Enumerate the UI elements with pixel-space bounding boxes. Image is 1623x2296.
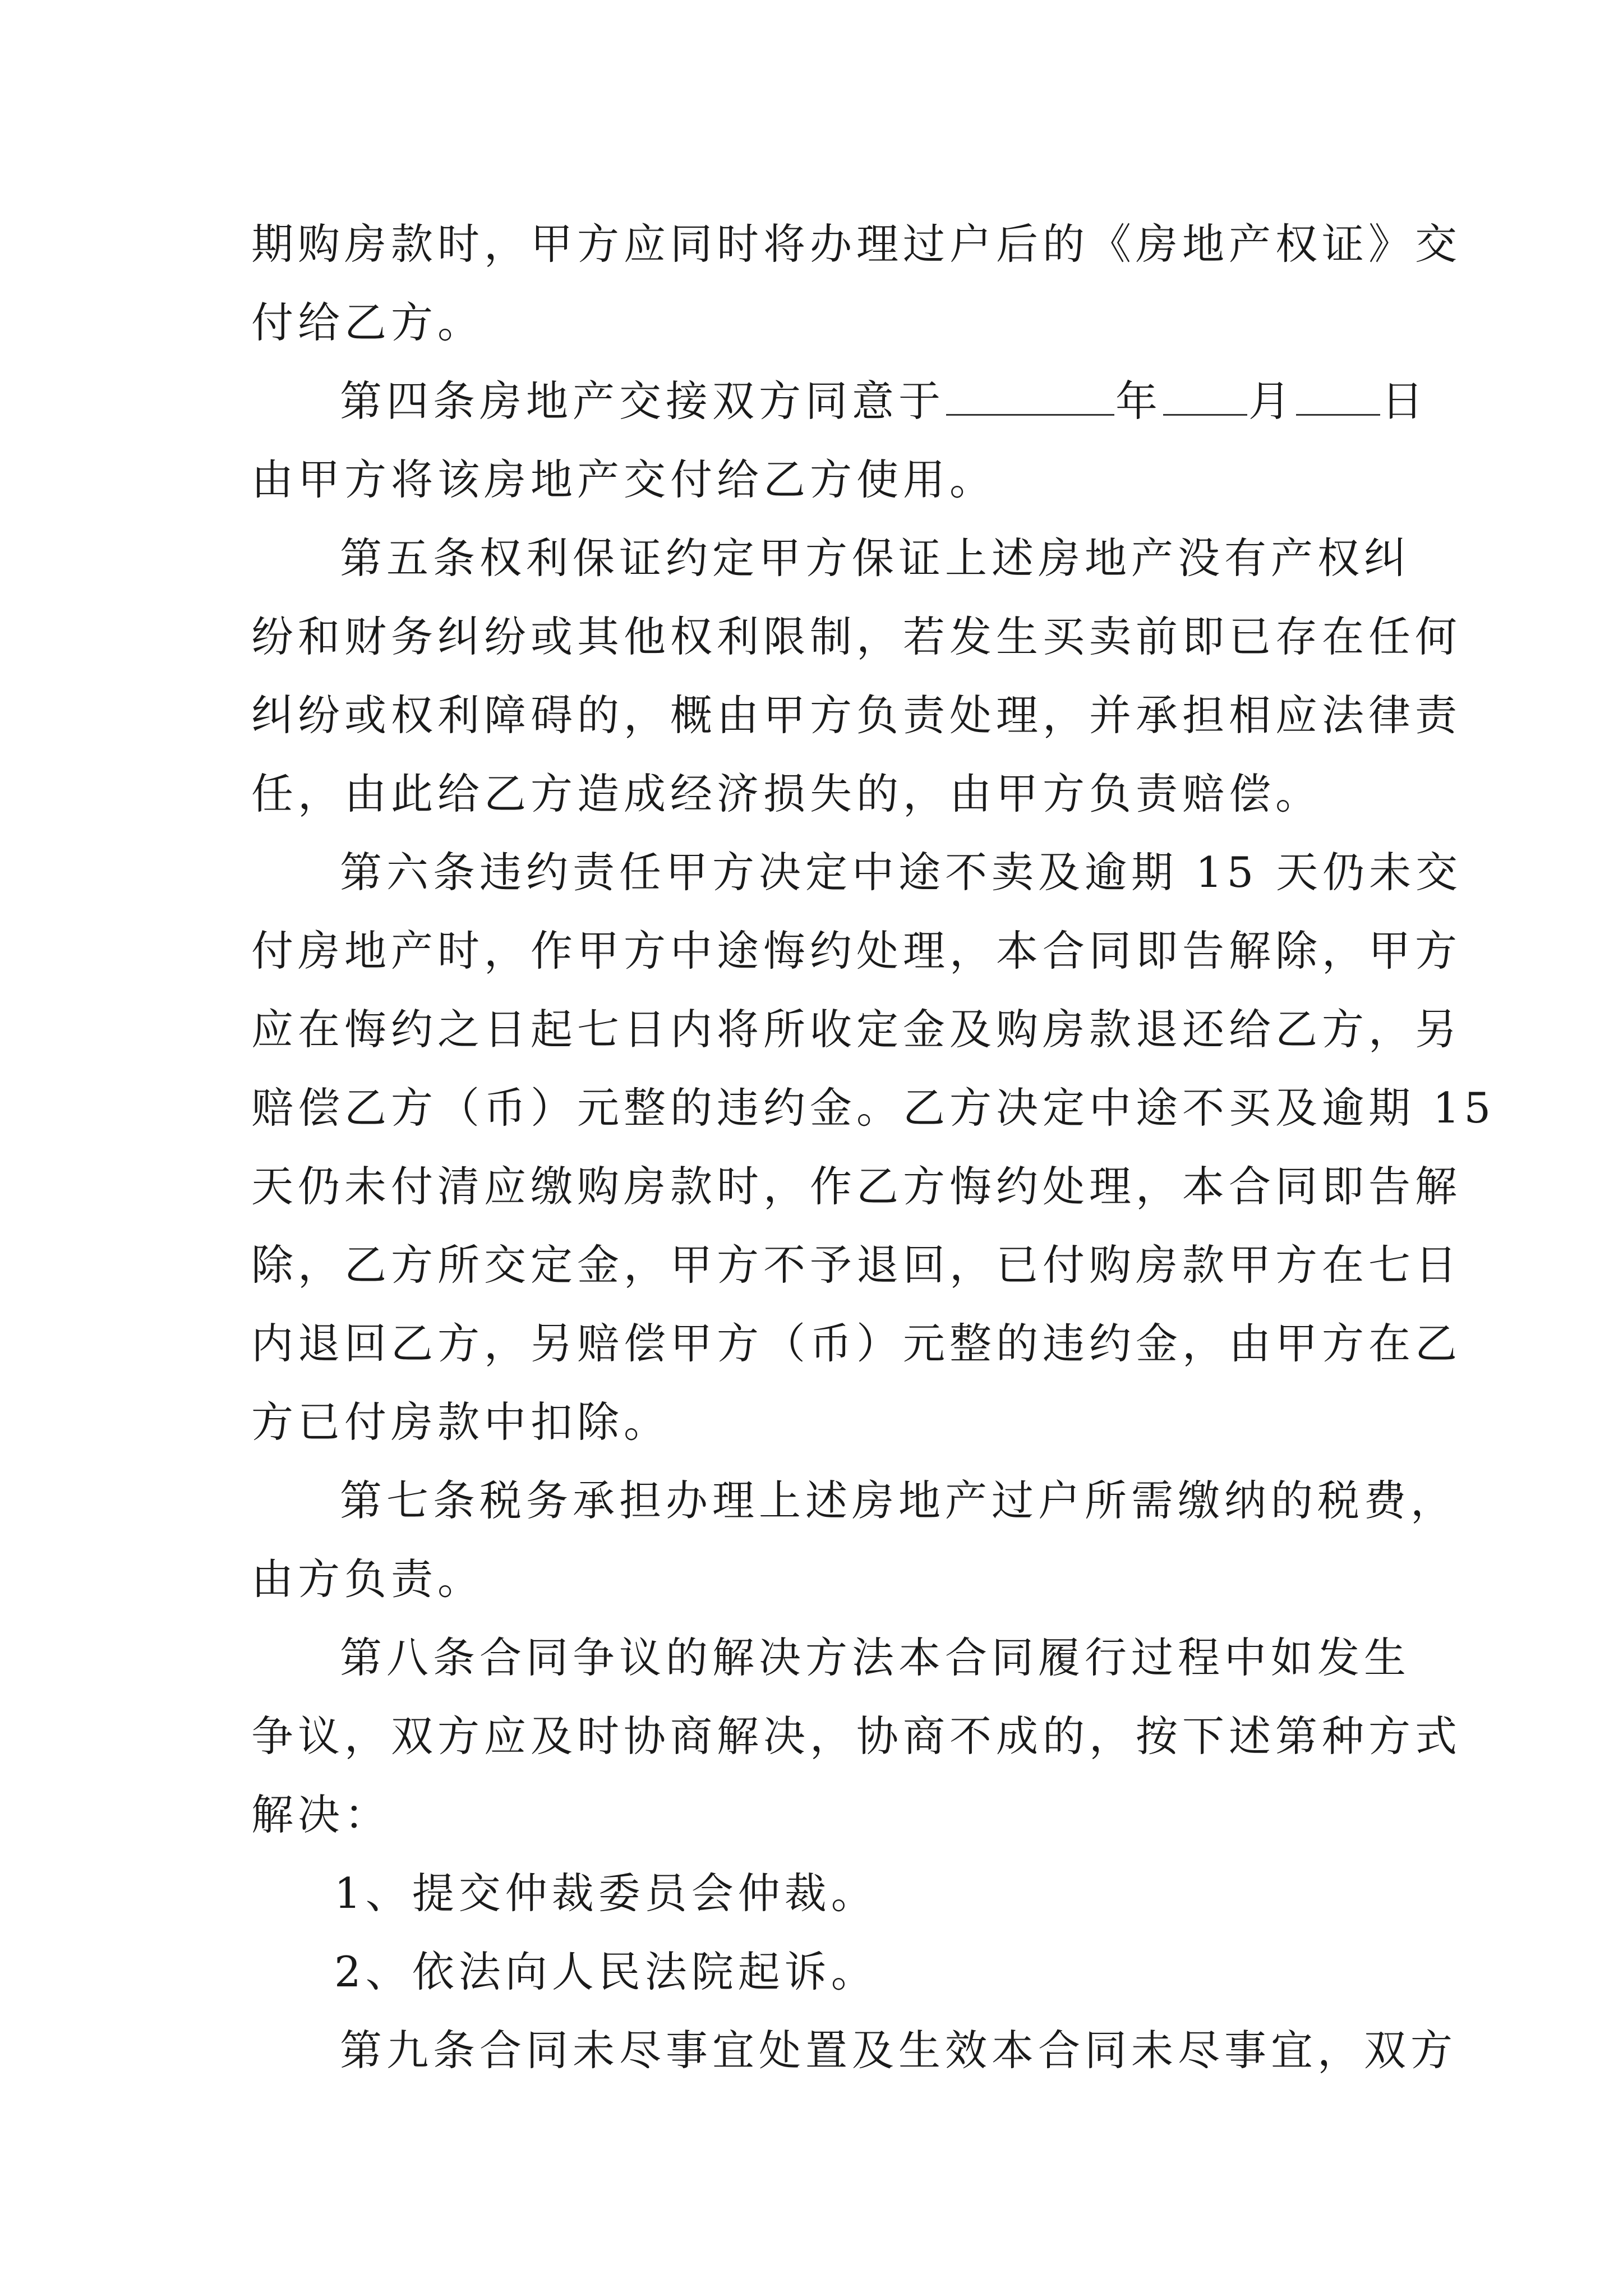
month-blank [1163, 375, 1247, 416]
text-line: 由甲方将该房地产交付给乙方使用。 [251, 455, 997, 504]
article-5-heading-line: 第五条权利保证约定甲方保证上述房地产没有产权纠 [340, 533, 1411, 583]
day-blank [1296, 375, 1380, 416]
article-8-heading-line: 第八条合同争议的解决方法本合同履行过程中如发生 [340, 1633, 1411, 1682]
list-item-arbitration: 1、提交仲裁委员会仲裁。 [334, 1869, 878, 1918]
text-line: 期购房款时，甲方应同时将办理过户后的《房地产权证》交 [251, 219, 1462, 269]
text-line: 争议，双方应及时协商解决，协商不成的，按下述第种方式 [251, 1711, 1462, 1761]
month-label: 月 [1248, 376, 1295, 426]
text-line: 天仍未付清应缴购房款时，作乙方悔约处理，本合同即告解 [251, 1162, 1462, 1211]
article-7-heading-line: 第七条税务承担办理上述房地产过户所需缴纳的税费， [340, 1476, 1458, 1525]
article-4-line [340, 362, 1428, 440]
text-line: 付给乙方。 [251, 298, 485, 347]
list-item-lawsuit: 2、依法向人民法院起诉。 [334, 1947, 878, 1996]
text-line: 应在悔约之日起七日内将所收定金及购房款退还给乙方，另 [251, 1005, 1462, 1054]
text-line: 除，乙方所交定金，甲方不予退回，已付购房款甲方在七日 [251, 1240, 1462, 1290]
text-line: 赔偿乙方（币）元整的违约金。乙方决定中途不买及逾期 15 [251, 1083, 1496, 1133]
year-blank [946, 375, 1114, 416]
text-line: 任，由此给乙方造成经济损失的，由甲方负责赔偿。 [251, 769, 1322, 818]
text-line: 纠纷或权利障碍的，概由甲方负责处理，并承担相应法律责 [251, 691, 1462, 740]
text-line: 解决： [251, 1790, 391, 1839]
day-label: 日 [1381, 376, 1428, 426]
text-line: 付房地产时，作甲方中途悔约处理，本合同即告解除，甲方 [251, 926, 1462, 976]
text-line: 由方负责。 [251, 1554, 485, 1604]
text-line: 纷和财务纠纷或其他权利限制，若发生买卖前即已存在任何 [251, 612, 1462, 661]
article-4-text: 第四条房地产交接双方同意于 [340, 376, 946, 426]
year-label: 年 [1115, 376, 1163, 426]
article-6-heading-line: 第六条违约责任甲方决定中途不卖及逾期 15 天仍未交 [340, 848, 1463, 897]
text-line: 内退回乙方，另赔偿甲方（币）元整的违约金，由甲方在乙 [251, 1319, 1462, 1368]
text-line: 方已付房款中扣除。 [251, 1397, 671, 1447]
article-9-heading-line: 第九条合同未尽事宜处置及生效本合同未尽事宜，双方 [340, 2026, 1458, 2075]
